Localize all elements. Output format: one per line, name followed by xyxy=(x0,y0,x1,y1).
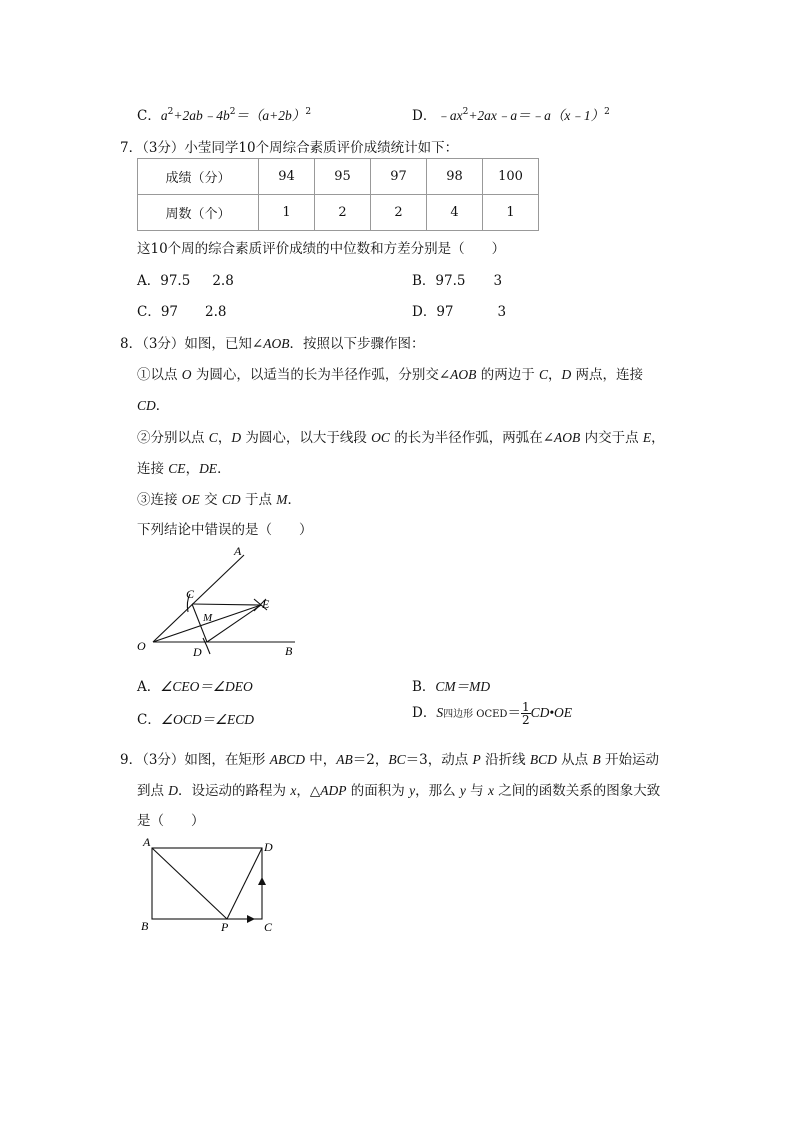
q8-angle-figure xyxy=(130,542,310,664)
table-cell: 97 xyxy=(371,159,427,195)
q8-step1-cont: CD． xyxy=(137,398,170,414)
table-cell: 2 xyxy=(371,195,427,231)
q7-score-table xyxy=(137,158,539,231)
table-cell: 100 xyxy=(483,159,539,195)
q8-step2: ②分别以点 C，D 为圆心，以大于线段 OC 的长为半径作弧，两弧在∠AOB 内交于点 E， xyxy=(137,430,665,446)
table-cell: 4 xyxy=(427,195,483,231)
label-b: B xyxy=(285,644,293,658)
q8-option-a[interactable]: A．∠CEO＝∠DEO xyxy=(137,679,253,695)
table-cell: 2 xyxy=(315,195,371,231)
q7-question: 这10个周的综合素质评价成绩的中位数和方差分别是（ ） xyxy=(137,241,506,257)
q8-option-d[interactable]: D．S四边形 OCED＝ $\frac{1}{2}$ CD•OE xyxy=(412,700,573,727)
q7-option-b[interactable]: B．97.5 3 xyxy=(412,273,503,289)
q8-step1: ①以点 O 为圆心，以适当的长为半径作弧，分别交∠AOB 的两边于 C，D 两点，连接 xyxy=(137,367,644,383)
segment-ap xyxy=(152,848,227,919)
q8-step3: ③连接 OE 交 CD 于点 M． xyxy=(137,492,301,508)
table-cell: 95 xyxy=(315,159,371,195)
segment-ce xyxy=(192,604,261,605)
q7-option-c[interactable]: C．97 2.8 xyxy=(137,304,227,320)
label-b: B xyxy=(141,919,149,933)
q7-option-d[interactable]: D．97 3 xyxy=(412,304,507,320)
q8-stem: 8．（3分）如图，已知∠AOB．按照以下步骤作图： xyxy=(120,336,425,352)
fraction-half: $\frac{1}{2}$ xyxy=(521,700,530,727)
segment-de xyxy=(207,605,261,642)
table-cell: 1 xyxy=(483,195,539,231)
ray-oa xyxy=(153,555,244,642)
label-d: D xyxy=(193,645,202,659)
rectangle-abcd xyxy=(152,848,262,919)
table-header-cell: 周数（个） xyxy=(138,195,259,231)
label-e: E xyxy=(262,597,270,611)
label-p: P xyxy=(221,920,229,934)
q8-step2-cont: 连接 CE，DE． xyxy=(137,461,231,477)
label-d: D xyxy=(264,840,273,854)
q9-stem-line3: 是（ ） xyxy=(137,813,205,829)
table-row xyxy=(138,159,539,195)
q8-question: 下列结论中错误的是（ ） xyxy=(137,522,313,538)
table-header-cell: 成绩（分） xyxy=(138,159,259,195)
segment-dp xyxy=(227,848,262,919)
q9-rectangle-figure xyxy=(135,833,285,938)
q9-stem-line2: 到点 D．设运动的路程为 x，△ADP 的面积为 y，那么 y 与 x 之间的函数关系的图象大致 xyxy=(137,783,661,799)
table-cell: 94 xyxy=(259,159,315,195)
q8-option-b[interactable]: B．CM＝MD xyxy=(412,679,491,695)
table-cell: 1 xyxy=(259,195,315,231)
q7-stem: 7．（3分）小莹同学10个周综合素质评价成绩统计如下： xyxy=(120,140,459,156)
label-o: O xyxy=(137,639,146,653)
table-cell: 98 xyxy=(427,159,483,195)
arrow-right-icon xyxy=(247,915,255,923)
label-c: C xyxy=(264,920,273,934)
q6-option-d[interactable]: D．$﹣ax^2+2ax﹣a=﹣a(x﹣1)^2$ xyxy=(412,107,610,124)
label-a: A xyxy=(143,835,151,849)
label-a: A xyxy=(234,544,242,558)
q6-option-c[interactable]: C．$a^2+2ab﹣4b^2=(a+2b)^2$ xyxy=(137,107,312,124)
label-c: C xyxy=(186,587,195,601)
label-m: M xyxy=(203,612,213,624)
arrow-up-icon xyxy=(258,877,266,885)
table-row xyxy=(138,195,539,231)
q9-stem-line1: 9．（3分）如图，在矩形 ABCD 中，AB＝2，BC＝3，动点 P 沿折线 BCD 从点 B 开始运动 xyxy=(120,752,660,768)
q7-option-a[interactable]: A．97.5 2.8 xyxy=(137,273,234,289)
q8-option-c[interactable]: C．∠OCD＝∠ECD xyxy=(137,712,255,728)
